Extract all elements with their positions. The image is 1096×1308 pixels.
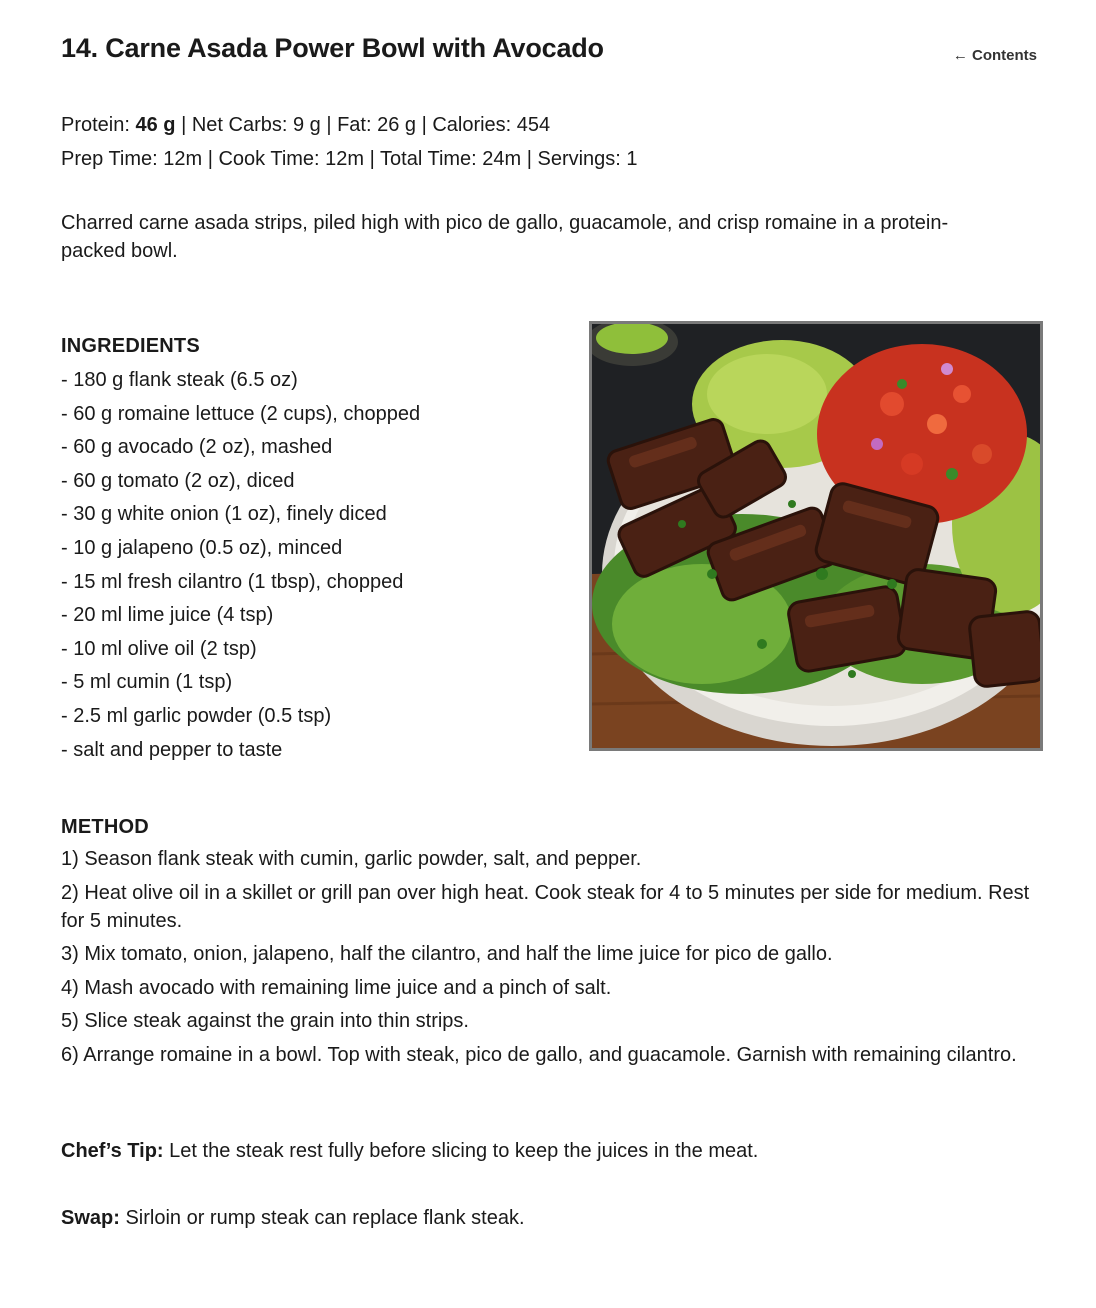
ingredient-item: - 180 g flank steak (6.5 oz)	[61, 369, 298, 391]
method-heading: METHOD	[61, 816, 149, 838]
recipe-description: Charred carne asada strips, piled high with pico de gallo, guacamole, and crisp romaine in a protein-packed bowl.	[61, 212, 949, 262]
nutrition-line	[61, 108, 638, 142]
ingredient-item: - 20 ml lime juice (4 tsp)	[61, 604, 274, 627]
method-section	[61, 813, 1036, 1074]
ingredient-item: - 2.5 ml garlic powder (0.5 tsp)	[61, 704, 332, 727]
ingredient-item: - 60 g tomato (2 oz), diced	[61, 469, 295, 492]
recipe-meta	[61, 108, 638, 176]
ingredients-section	[61, 332, 561, 767]
ingredient-item: - 10 ml olive oil (2 tsp)	[61, 637, 257, 660]
contents-link[interactable]: ← Contents	[952, 47, 1037, 64]
method-step: 5) Slice steak against the grain into thin strips.	[61, 1010, 469, 1032]
ingredient-item: - 60 g avocado (2 oz), mashed	[61, 436, 333, 459]
ingredients-list	[61, 364, 561, 767]
ingredient-item: - 60 g romaine lettuce (2 cups), chopped	[61, 402, 421, 425]
protein-value: 46 g	[135, 114, 176, 136]
protein-label: Protein:	[61, 114, 136, 136]
method-step: 4) Mash avocado with remaining lime juice and a pinch of salt.	[61, 976, 612, 999]
method-step: 1) Season flank steak with cumin, garlic powder, salt, and pepper.	[61, 848, 642, 870]
ingredient-item: - 15 ml fresh cilantro (1 tbsp), chopped	[61, 570, 404, 593]
recipe-photo	[589, 321, 1043, 751]
tip-label: Chef’s Tip:	[61, 1140, 164, 1162]
swap-note	[61, 1204, 525, 1232]
tip-text: Let the steak rest fully before slicing to keep the juices in the meat.	[163, 1140, 759, 1162]
chefs-tip	[61, 1137, 758, 1165]
method-steps	[61, 845, 1036, 1069]
recipe-title: 14. Carne Asada Power Bowl with Avocado	[61, 33, 604, 63]
ingredient-item: - 30 g white onion (1 oz), finely diced	[61, 503, 387, 526]
ingredient-item: - 10 g jalapeno (0.5 oz), minced	[61, 536, 343, 559]
ingredient-item: - 5 ml cumin (1 tsp)	[61, 671, 233, 694]
swap-text: Sirloin or rump steak can replace flank steak.	[119, 1207, 525, 1229]
method-step: 6) Arrange romaine in a bowl. Top with steak, pico de gallo, and guacamole. Garnish with remaining cilantro.	[61, 1043, 1017, 1066]
method-step: 3) Mix tomato, onion, jalapeno, half the cilantro, and half the lime juice for pico de gallo.	[61, 943, 833, 965]
method-step: 2) Heat olive oil in a skillet or grill pan over high heat. Cook steak for 4 to 5 minutes per side for medium. Rest for 5 minutes.	[61, 881, 1030, 932]
ingredients-heading: INGREDIENTS	[61, 335, 200, 357]
bowl-illustration	[592, 324, 1040, 748]
swap-label: Swap:	[61, 1207, 120, 1229]
timing-line: Prep Time: 12m | Cook Time: 12m | Total Time: 24m | Servings: 1	[61, 148, 638, 170]
ingredient-item: - salt and pepper to taste	[61, 738, 283, 761]
nutrition-rest: | Net Carbs: 9 g | Fat: 26 g | Calories: 454	[175, 114, 551, 136]
